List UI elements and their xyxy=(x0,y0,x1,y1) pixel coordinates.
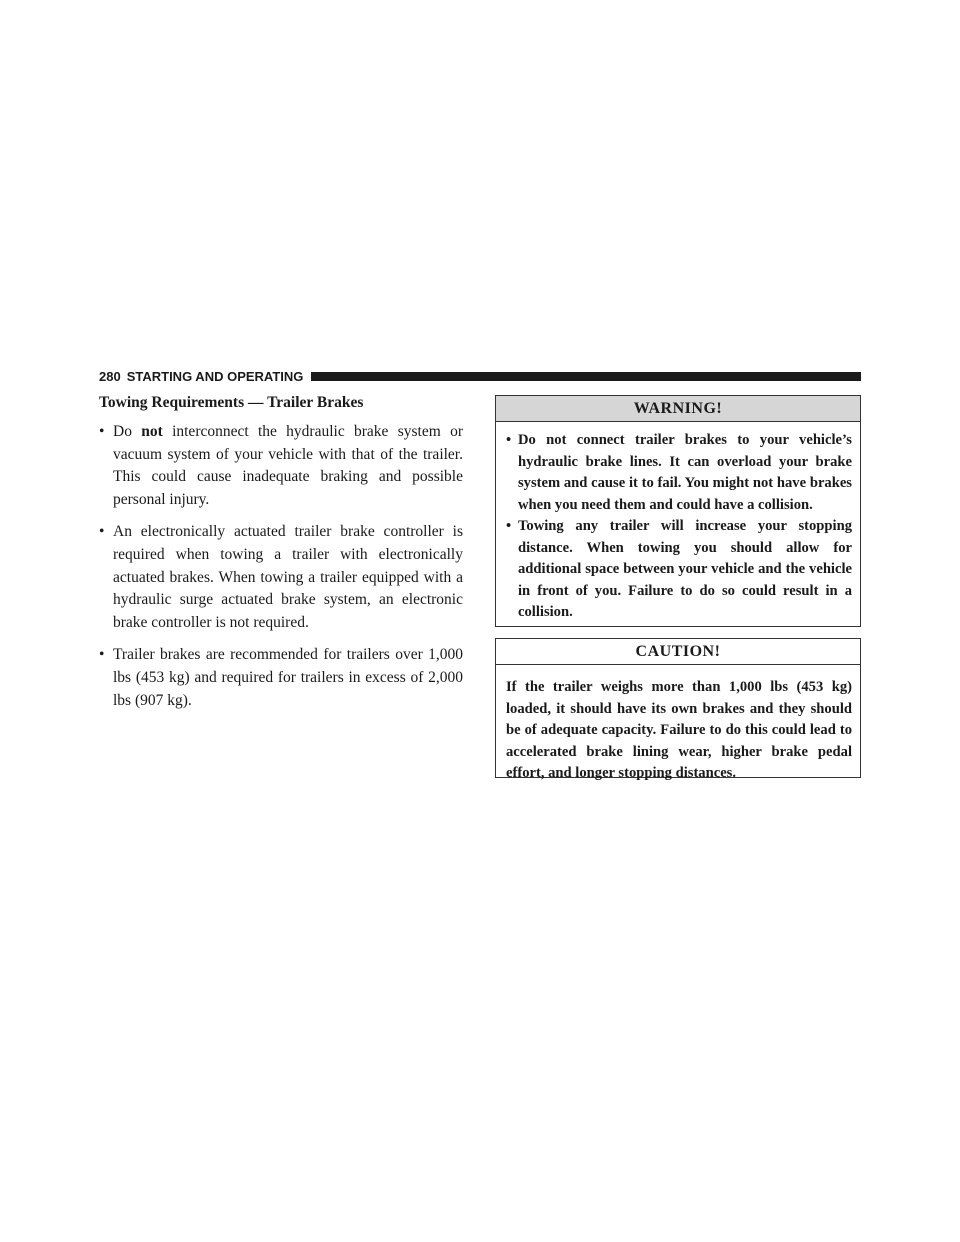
list-item xyxy=(99,421,463,511)
list-item xyxy=(506,430,852,516)
bullet-text: Trailer brakes are recommended for trailers over 1,000 lbs (453 kg) and required for trailers in excess of 2,000 lbs (907 kg). xyxy=(113,646,463,709)
page-header xyxy=(99,367,861,385)
bullet-icon: • xyxy=(506,432,512,448)
bullet-emphasis: not xyxy=(141,423,163,440)
warning-text: Do not connect trailer brakes to your vehicle’s hydraulic brake lines. It can overload your brake system and cause it to fail. You might not have brakes when you need them and could have a collision. xyxy=(518,432,852,513)
list-item xyxy=(99,644,463,712)
subheading: Towing Requirements — Trailer Brakes xyxy=(99,394,364,411)
bullet-icon: • xyxy=(99,523,105,541)
bullet-icon: • xyxy=(99,423,105,440)
list-item xyxy=(99,521,463,634)
warning-box xyxy=(495,395,861,627)
bullet-icon: • xyxy=(99,646,105,664)
caution-body xyxy=(496,665,860,785)
page-number: 280 xyxy=(99,368,121,384)
section-title: STARTING AND OPERATING xyxy=(126,368,304,384)
requirements-list xyxy=(99,421,463,712)
warning-text: Towing any trailer will increase your stopping distance. When towing you should allow for additional space between your vehicle and the vehicle in front of you. Failure to do so could result in a collision. xyxy=(518,518,852,620)
bullet-icon: • xyxy=(506,518,512,534)
caution-text: If the trailer weighs more than 1,000 lbs (453 kg) loaded, it should have its own brakes and they should be of adequate capacity. Failure to do this could lead to accelerated brake lining wear, higher brake pedal effort, and longer stopping distances. xyxy=(506,679,852,781)
list-item xyxy=(506,516,852,624)
warning-body xyxy=(496,422,860,624)
header-rule xyxy=(311,372,861,381)
warning-title: WARNING! xyxy=(496,396,860,422)
caution-box xyxy=(495,638,861,781)
caution-title: CAUTION! xyxy=(496,639,860,665)
bullet-prefix: Do xyxy=(113,423,142,440)
bullet-text: An electronically actuated trailer brake controller is required when towing a trailer with electronically actuated brakes. When towing a trailer equipped with a hydraulic surge actuated brake system, an electronic brake controller is not required. xyxy=(113,523,463,631)
left-column xyxy=(99,393,463,722)
warning-list xyxy=(506,430,852,624)
bullet-text: interconnect the hydraulic brake system or vacuum system of your vehicle with that of the trailer. This could cause inadequate braking and possible personal injury. xyxy=(113,423,463,508)
